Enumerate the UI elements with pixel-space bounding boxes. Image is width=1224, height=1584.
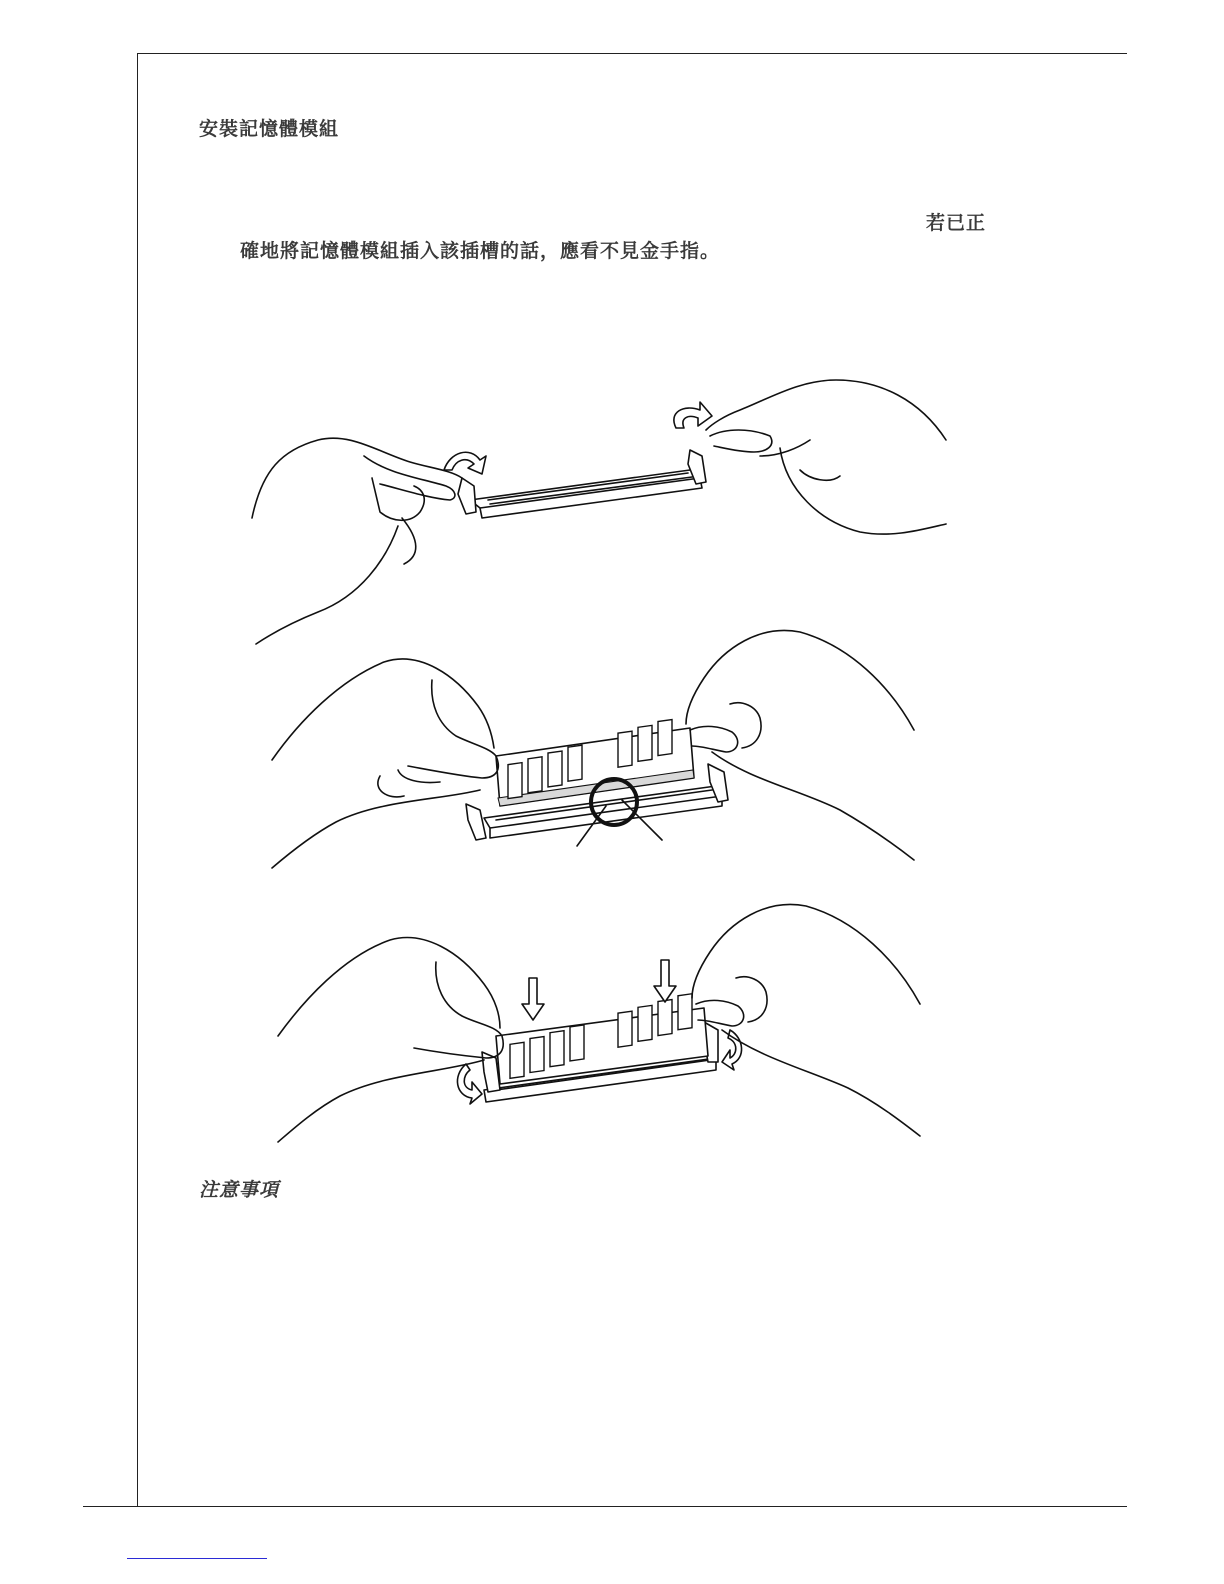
step3-press-down-figure — [278, 904, 920, 1142]
step3-right-hand — [692, 904, 920, 1136]
step2-right-hand — [686, 630, 914, 860]
step1-open-latch-figure — [252, 380, 946, 644]
caution-title: 注意事項 — [199, 1179, 280, 1201]
note-text-fragment-1: 若已正 — [926, 212, 987, 234]
step1-rotate-arrows — [444, 402, 712, 474]
step1-left-hand — [252, 438, 462, 644]
step3-left-hand — [278, 938, 503, 1142]
step1-right-hand — [706, 380, 946, 534]
step2-align-notch-figure — [272, 630, 914, 868]
note-text-fragment-2: 確地將記憶體模組插入該插槽的話，應看不見金手指。 — [240, 240, 721, 262]
step1-dimm-slot — [458, 450, 706, 518]
step3-down-arrows — [522, 960, 676, 1020]
step2-left-hand — [272, 659, 498, 868]
section-title: 安裝記憶體模組 — [199, 118, 340, 140]
